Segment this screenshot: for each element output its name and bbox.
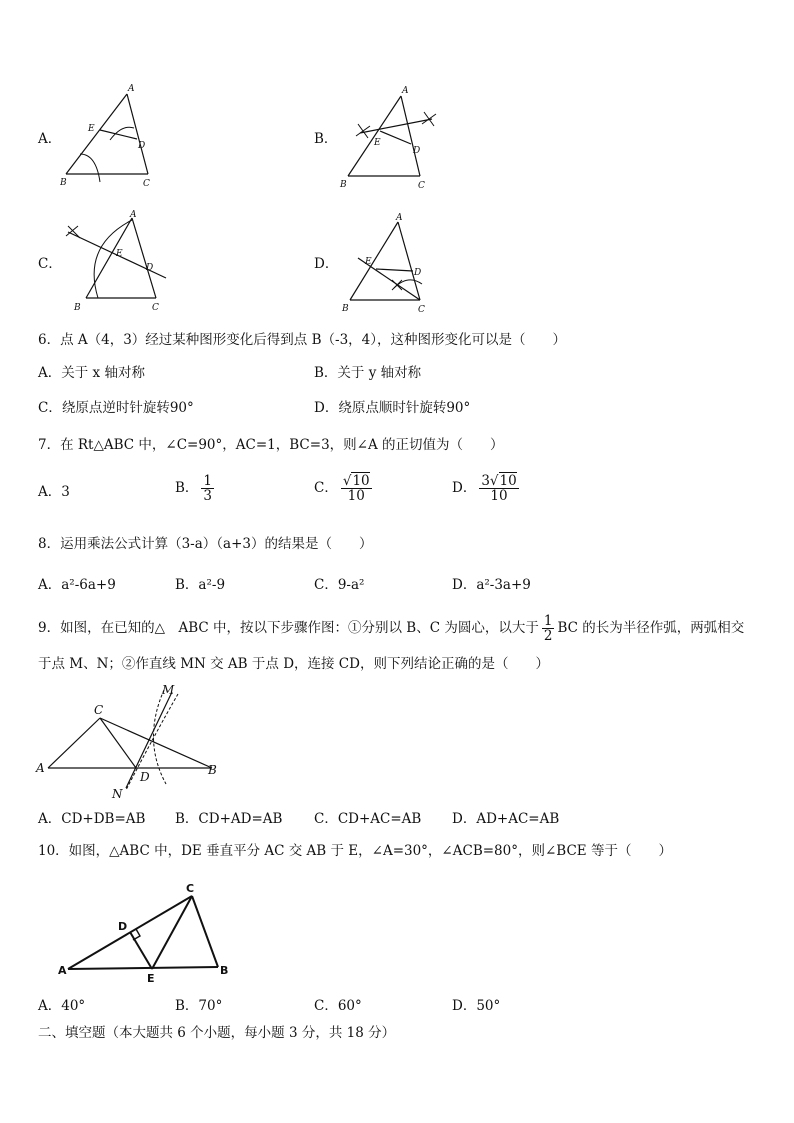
q6-stem: 6．点 A（4，3）经过某种图形变化后得到点 B（-3，4），这种图形变化可以是（ ） bbox=[38, 332, 567, 348]
q8-option-b: B．a²-9 bbox=[175, 577, 226, 593]
q7-stem: 7．在 Rt△ABC 中，∠C=90°，AC=1，BC=3，则∠A 的正切值为（ ） bbox=[38, 437, 504, 453]
q10-option-c: C．60° bbox=[314, 998, 362, 1014]
fig-label-b: B bbox=[74, 303, 81, 313]
q5-option-b-label: B． bbox=[314, 131, 338, 147]
q9-option-c: C．CD+AC=AB bbox=[314, 811, 422, 827]
q9-stem-part2: BC 的长为半径作弧，两弧相交 bbox=[557, 620, 745, 636]
fig-label-d: D bbox=[414, 268, 422, 278]
q5-option-c-label: C． bbox=[38, 256, 62, 272]
q7-option-c-prefix: C． bbox=[314, 480, 338, 496]
fig-label-d: D bbox=[413, 146, 421, 156]
fig-label-a: A bbox=[128, 84, 135, 94]
q8-option-a: A．a²-6a+9 bbox=[38, 577, 116, 593]
fig-label-a: A bbox=[36, 761, 45, 775]
fig-label-c: C bbox=[186, 882, 195, 895]
q10-option-d: D．50° bbox=[452, 998, 501, 1014]
q10-stem: 10．如图，△ABC 中，DE 垂直平分 AC 交 AB 于 E，∠A=30°，∠ACB=80°，则∠BCE 等于（ ） bbox=[38, 843, 672, 859]
fig-label-b: B bbox=[220, 964, 229, 977]
fig-label-b: B bbox=[60, 178, 67, 188]
q7-option-b bbox=[175, 474, 217, 503]
fig-label-b: B bbox=[208, 763, 217, 777]
q6-option-c: C．绕原点逆时针旋转90° bbox=[38, 400, 194, 416]
q9-figure bbox=[34, 680, 234, 802]
q7-option-c bbox=[314, 474, 375, 503]
fig-label-m: M bbox=[162, 683, 175, 697]
q5-figure-b bbox=[336, 84, 446, 192]
q10-option-a: A．40° bbox=[38, 998, 86, 1014]
q9-option-a: A．CD+DB=AB bbox=[38, 811, 146, 827]
fig-label-d: D bbox=[138, 141, 146, 151]
fig-label-a: A bbox=[130, 210, 137, 220]
q5-option-d-label: D． bbox=[314, 256, 339, 272]
fig-label-e: E bbox=[374, 138, 381, 148]
q9-option-b: B．CD+AD=AB bbox=[175, 811, 283, 827]
fig-label-d: D bbox=[140, 770, 150, 784]
fig-label-c: C bbox=[418, 305, 425, 315]
fig-label-e: E bbox=[116, 249, 123, 259]
q9-stem-part1: 9．如图，在已知的△ ABC 中，按以下步骤作图：①分别以 B、C 为圆心，以大于 bbox=[38, 620, 539, 636]
section-title: 二、填空题（本大题共 6 个小题，每小题 3 分，共 18 分） bbox=[38, 1025, 396, 1041]
q9-fraction: $\frac{1}{2}$ bbox=[543, 613, 553, 644]
q7-option-d-prefix: D． bbox=[452, 480, 477, 496]
q8-stem: 8．运用乘法公式计算（3-a）（a+3）的结果是（ ） bbox=[38, 536, 373, 552]
fig-label-d: D bbox=[146, 263, 154, 273]
fig-label-c: C bbox=[143, 179, 150, 189]
fig-label-n: N bbox=[112, 787, 123, 801]
q6-option-a: A．关于 x 轴对称 bbox=[38, 365, 145, 381]
q7-option-b-prefix: B． bbox=[175, 480, 199, 496]
fig-label-d: D bbox=[118, 920, 128, 933]
q5-figure-c bbox=[60, 206, 180, 316]
q6-option-b: B．关于 y 轴对称 bbox=[314, 365, 422, 381]
fig-label-c: C bbox=[152, 303, 159, 313]
q5-option-a-label: A． bbox=[38, 131, 62, 147]
q5-figure-d bbox=[336, 208, 446, 316]
fig-label-c: C bbox=[418, 181, 425, 191]
fig-label-c: C bbox=[94, 703, 104, 717]
q7-option-a: A．3 bbox=[38, 484, 70, 500]
q9-stem-line2: 于点 M、N；②作直线 MN 交 AB 于点 D，连接 CD，则下列结论正确的是（ ） bbox=[38, 656, 549, 672]
q7-option-b-fraction: $\frac{1}{3}$ bbox=[203, 473, 213, 504]
q7-option-d bbox=[452, 474, 522, 503]
fig-label-a: A bbox=[58, 964, 67, 977]
fig-label-e: E bbox=[147, 972, 155, 985]
q6-option-d: D．绕原点顺时针旋转90° bbox=[314, 400, 471, 416]
fig-label-b: B bbox=[342, 304, 349, 314]
fig-label-a: A bbox=[402, 86, 409, 96]
q8-option-d: D．a²-3a+9 bbox=[452, 577, 531, 593]
q9-stem-line1 bbox=[38, 614, 744, 643]
q9-option-d: D．AD+AC=AB bbox=[452, 811, 560, 827]
q8-option-c: C．9-a² bbox=[314, 577, 365, 593]
fig-label-b: B bbox=[340, 180, 347, 190]
q10-option-b: B．70° bbox=[175, 998, 223, 1014]
q10-figure bbox=[56, 880, 236, 988]
fig-label-a: A bbox=[396, 213, 403, 223]
fig-label-e: E bbox=[88, 124, 95, 134]
q5-figure-a bbox=[60, 82, 170, 190]
q7-option-c-fraction: $\frac{√10}{10}$ bbox=[342, 473, 370, 504]
q7-option-d-fraction: $\frac{3√10}{10}$ bbox=[481, 473, 517, 504]
fig-label-e: E bbox=[365, 257, 372, 267]
